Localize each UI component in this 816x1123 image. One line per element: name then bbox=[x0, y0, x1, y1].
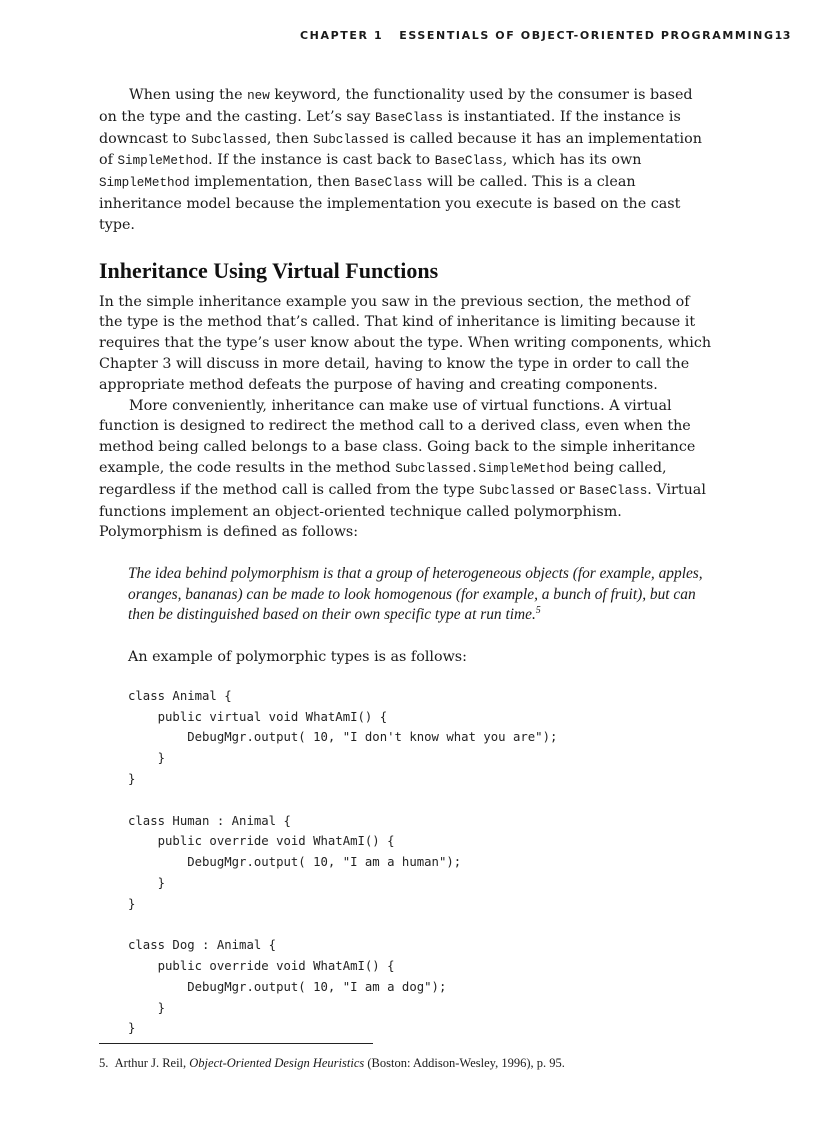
footnote-reference: 5 bbox=[535, 605, 541, 617]
inline-code: SimpleMethod bbox=[117, 154, 209, 169]
running-head bbox=[300, 29, 791, 42]
page-body bbox=[99, 85, 712, 1039]
inline-code: Subclassed bbox=[191, 132, 267, 147]
footnote-book-title: Object-Oriented Design Heuristics bbox=[189, 1056, 365, 1070]
quote-text: The idea behind polymorphism is that a group of heterogeneous objects (for example, apples, oranges, bananas) can be made to look homogenous (for example, a bunch of fruit), but can then be distinguished based on their own specific type at run time. bbox=[128, 565, 703, 624]
inline-code: BaseClass bbox=[354, 176, 423, 191]
polymorphism-quote bbox=[128, 564, 712, 626]
paragraph-virtual-functions: More conveniently, inheritance can make use of virtual functions. A virtual function is designed to redirect the method call to a derived class, even when the method being called belongs to a base class. Going back to the simple inheritance example, the code results in the method Subclassed.SimpleMethod being called, regardless if the method call is called from the type Subclassed or BaseClass. Virtual functions implement an object-oriented technique called polymorphism. Polymorphism is defined as follows: bbox=[99, 397, 706, 541]
footnote-number: 5. bbox=[99, 1056, 109, 1070]
inline-code: BaseClass bbox=[374, 110, 443, 125]
code-listing: class Animal { public virtual void WhatAmI() { DebugMgr.output( 10, "I don't know what you are"); } } class Human : Animal { public override void WhatAmI() { DebugMgr.output( 10, "I am a human"); } } class Dog : Animal { public override void WhatAmI() { DebugMgr.output( 10, "I am a dog"); } } bbox=[128, 688, 558, 1036]
inline-code: new bbox=[247, 89, 270, 103]
code-lead-in: An example of polymorphic types is as follows: bbox=[128, 648, 467, 665]
inline-code: SimpleMethod bbox=[99, 176, 190, 191]
paragraph-simple-inheritance: In the simple inheritance example you saw in the previous section, the method of the type is the method that’s called. That kind of inheritance is limiting because it requires that the type’s user know about the type. When writing components, which Chapter 3 will discuss in more detail, having to know the type in order to call the appropriate method defeats the purpose of having and creating components. bbox=[99, 293, 712, 393]
inline-code: BaseClass bbox=[434, 154, 503, 169]
footnote-divider bbox=[99, 1043, 373, 1044]
inline-code: Subclassed bbox=[313, 132, 389, 147]
section-heading: Inheritance Using Virtual Functions bbox=[99, 257, 439, 283]
footnote bbox=[99, 1055, 712, 1071]
page-number: 13 bbox=[774, 29, 791, 42]
footnote-details: (Boston: Addison-Wesley, 1996), p. 95. bbox=[367, 1056, 565, 1070]
inline-code: Subclassed.SimpleMethod bbox=[395, 461, 570, 476]
inline-code: BaseClass bbox=[579, 483, 648, 498]
paragraph-new-keyword: When using the new keyword, the functionality used by the consumer is based on the type and the casting. Let’s say BaseClass is instantiated. If the instance is downcast to Subclassed, then Subclassed is called because it has an implementation of SimpleMethod. If the instance is cast back to BaseClass, which has its own SimpleMethod implementation, then BaseClass will be called. This is a clean inheritance model because the implementation you execute is based on the cast type. bbox=[99, 87, 702, 233]
chapter-title: ESSENTIALS OF OBJECT-ORIENTED PROGRAMMING bbox=[399, 29, 775, 42]
chapter-label: CHAPTER 1 bbox=[300, 29, 384, 42]
inline-code: Subclassed bbox=[479, 483, 555, 498]
footnote-author: Arthur J. Reil, bbox=[114, 1056, 187, 1070]
